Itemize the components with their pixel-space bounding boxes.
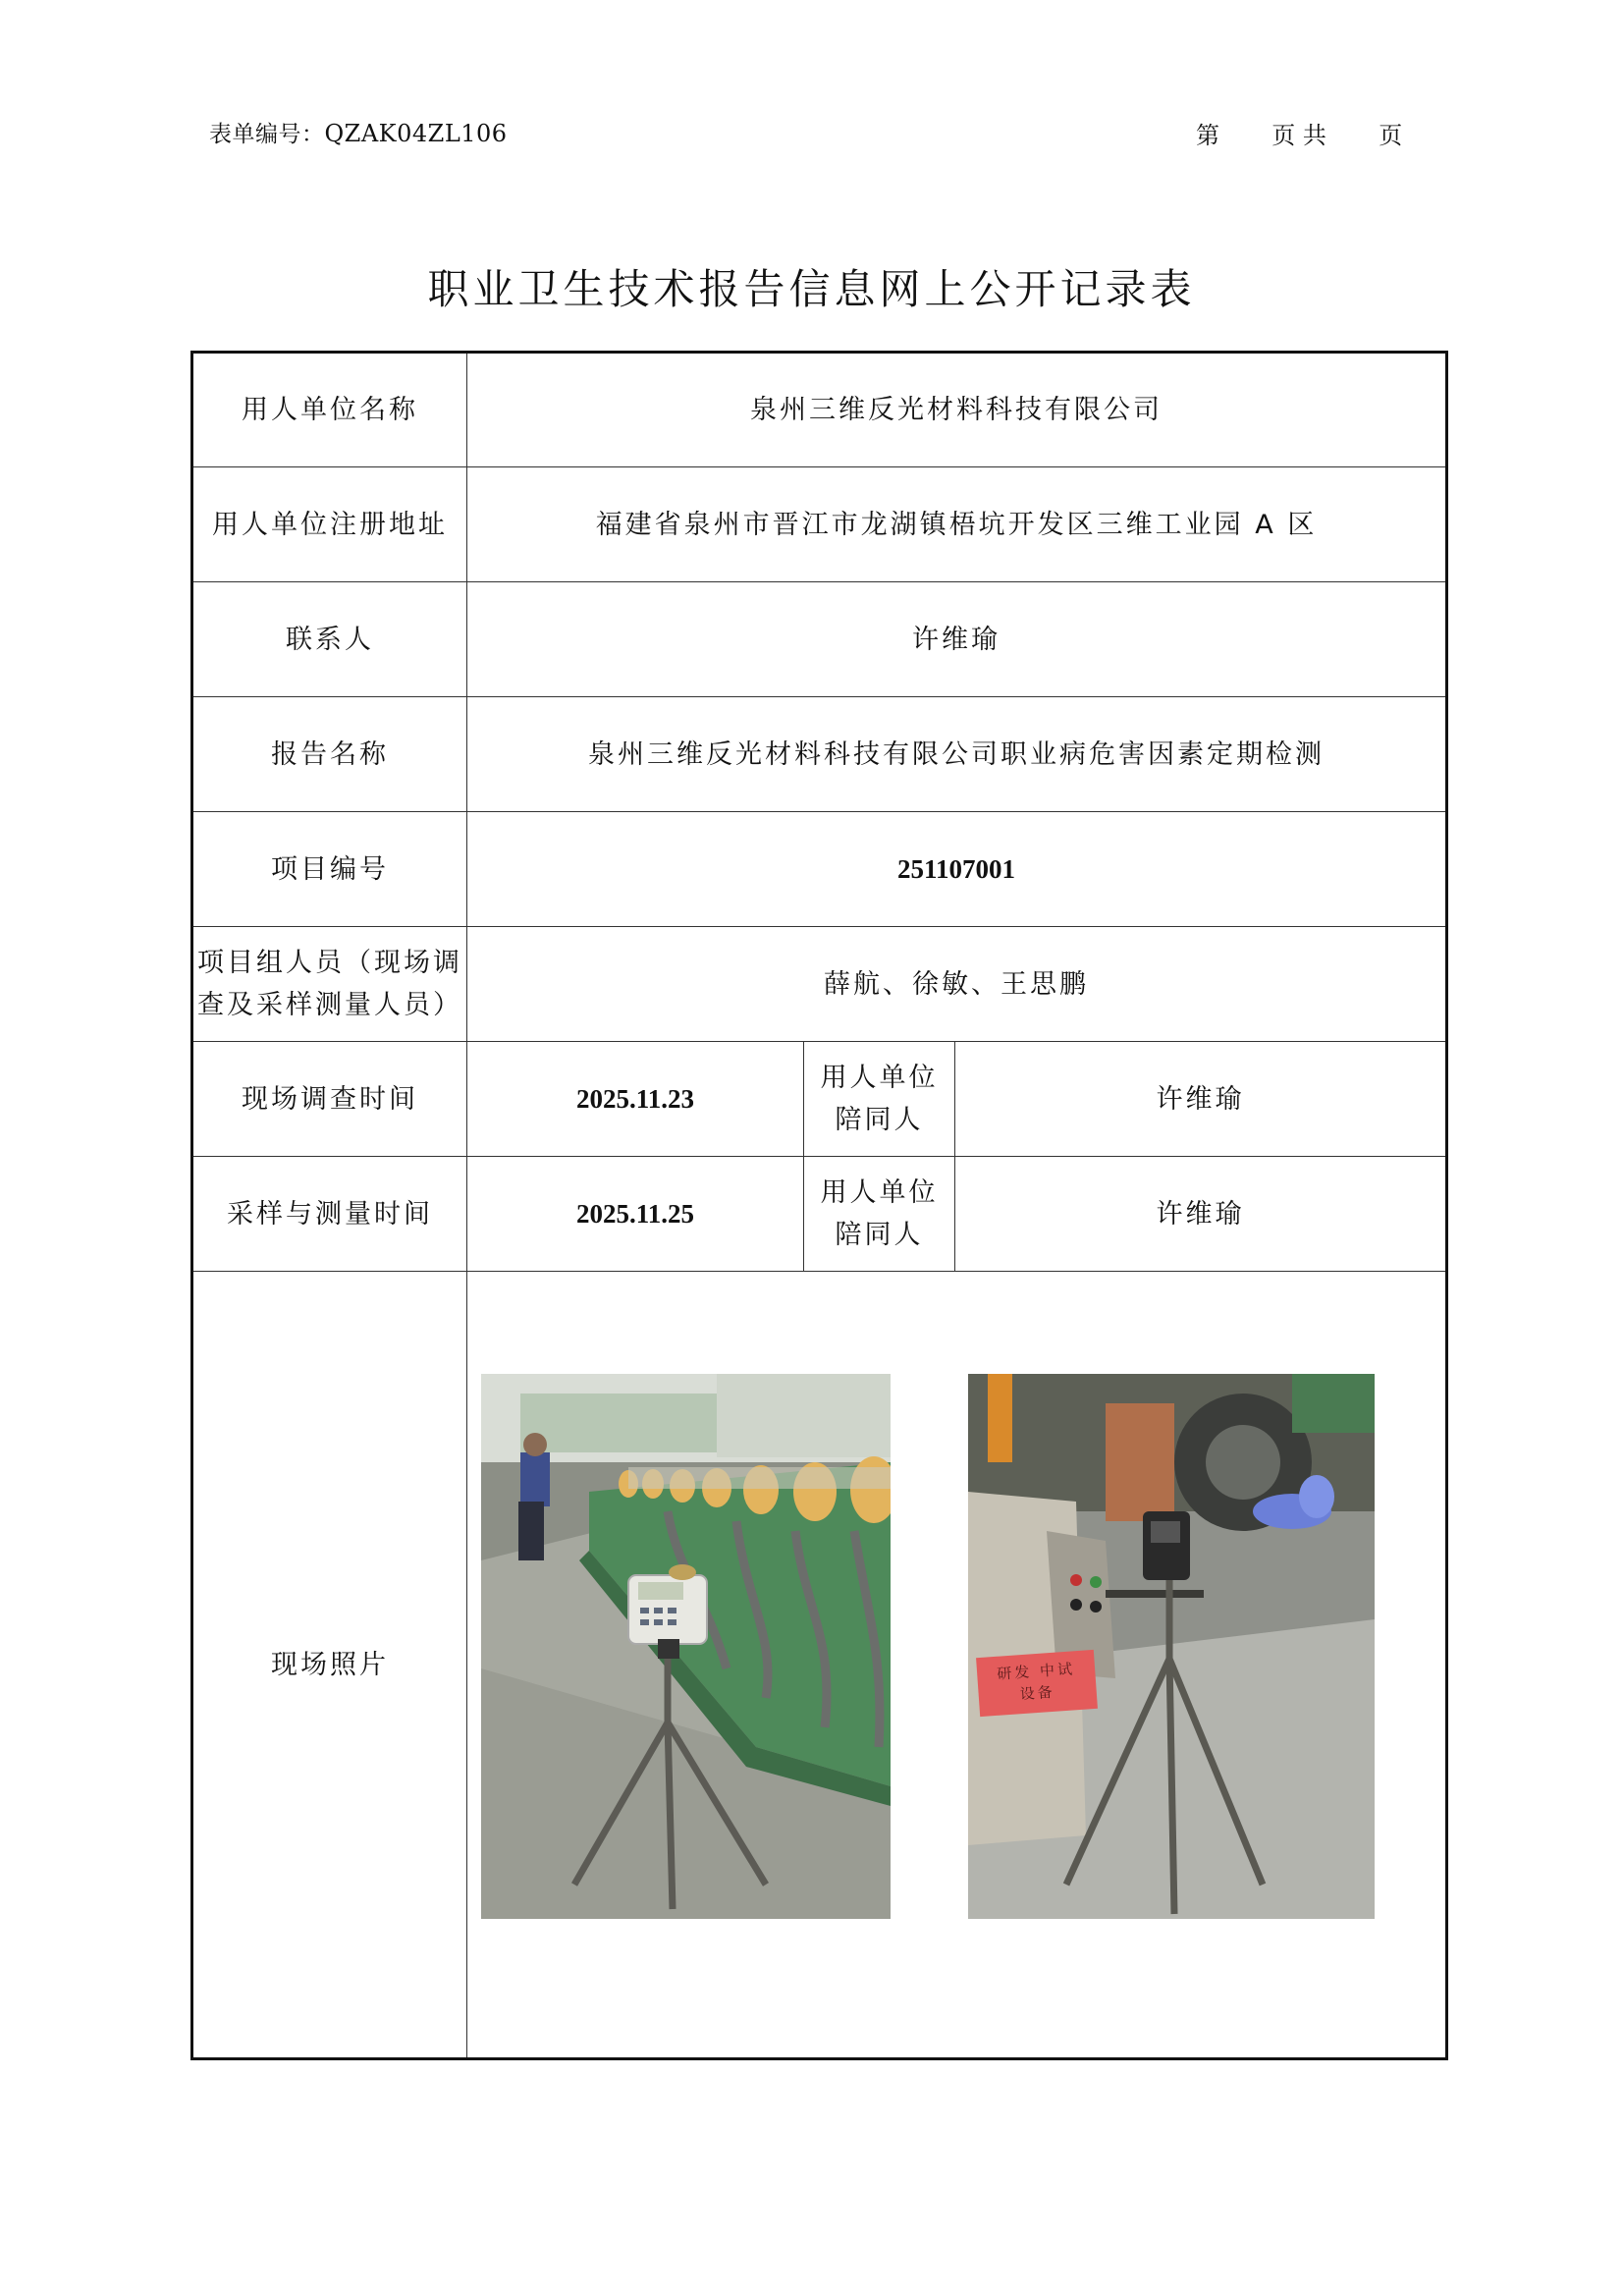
form-number-label: 表单编号： (209, 122, 325, 147)
survey-date: 2025.11.23 (467, 1042, 804, 1157)
row-sampling (192, 1157, 1447, 1272)
contact-label: 联系人 (192, 582, 467, 697)
record-table (190, 351, 1448, 2060)
form-number-value: QZAK04ZL106 (324, 120, 508, 147)
row-contact (192, 582, 1447, 697)
project-number-label: 项目编号 (192, 812, 467, 927)
sign-text-line1: 研发 中试 (996, 1660, 1076, 1683)
photos-label: 现场照片 (192, 1272, 467, 2059)
page-number-ye: 页 (1379, 122, 1403, 149)
sampling-escort-label-line2: 陪同人 (835, 1220, 924, 1250)
row-project-number (192, 812, 1447, 927)
sampling-escort-label (804, 1157, 955, 1272)
survey-time-label: 现场调查时间 (192, 1042, 467, 1157)
photos-cell (467, 1272, 1447, 2059)
page-number-ye-gong: 页 共 (1271, 122, 1326, 149)
row-survey (192, 1042, 1447, 1157)
employer-name-label: 用人单位名称 (192, 353, 467, 467)
sampling-escort-label-line1: 用人单位 (820, 1177, 939, 1208)
sampling-time-label: 采样与测量时间 (192, 1157, 467, 1272)
team-members-label (192, 927, 467, 1042)
team-members-value: 薛航、徐敏、王思鹏 (467, 927, 1447, 1042)
row-employer-address (192, 467, 1447, 582)
survey-escort-label (804, 1042, 955, 1157)
row-team-members (192, 927, 1447, 1042)
team-members-label-line2: 查及采样测量人员） (197, 990, 462, 1020)
site-photo-2 (968, 1374, 1375, 1919)
sign-text-line2: 设备 (1019, 1682, 1056, 1704)
project-number-value: 251107001 (467, 812, 1447, 927)
contact-value: 许维瑜 (467, 582, 1447, 697)
report-name-value: 泉州三维反光材料科技有限公司职业病危害因素定期检测 (467, 697, 1447, 812)
site-photo-1 (481, 1374, 891, 1919)
page-number-di: 第 (1196, 122, 1219, 149)
row-employer-name (192, 353, 1447, 467)
team-members-label-line1: 项目组人员（现场调 (197, 948, 462, 978)
row-report-name (192, 697, 1447, 812)
survey-escort-label-line2: 陪同人 (835, 1105, 924, 1135)
document-title: 职业卫生技术报告信息网上公开记录表 (427, 265, 1196, 313)
site-photo-2-image (968, 1374, 1375, 1919)
row-photos (192, 1272, 1447, 2059)
survey-escort-label-line1: 用人单位 (820, 1063, 939, 1093)
sampling-escort-value: 许维瑜 (955, 1157, 1447, 1272)
page-number (1196, 116, 1402, 150)
employer-address-label: 用人单位注册地址 (192, 467, 467, 582)
survey-escort-value: 许维瑜 (955, 1042, 1447, 1157)
sampling-date: 2025.11.25 (467, 1157, 804, 1272)
employer-address-value: 福建省泉州市晋江市龙湖镇梧坑开发区三维工业园 A 区 (467, 467, 1447, 582)
site-photo-1-image (481, 1374, 891, 1919)
report-name-label: 报告名称 (192, 697, 467, 812)
form-number (209, 116, 508, 148)
employer-name-value: 泉州三维反光材料科技有限公司 (467, 353, 1447, 467)
